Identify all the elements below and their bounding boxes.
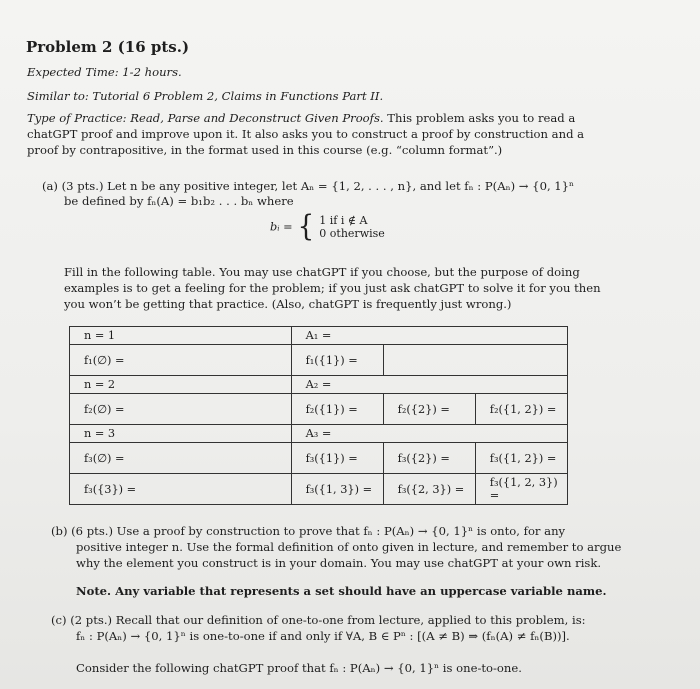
table-cell: f₁({1}) = <box>291 345 383 376</box>
practice-line-3: proof by contrapositive, in the format used in this course (e.g. “column format”.) <box>27 143 503 157</box>
expected-time: Expected Time: 1-2 hours. <box>27 65 182 79</box>
piecewise-case-2: 0 otherwise <box>319 227 385 240</box>
table-row <box>70 425 568 443</box>
table-cell: f₂({1}) = <box>291 394 383 425</box>
table-cell: f₃({2, 3}) = <box>383 474 475 505</box>
table-cell: f₃({1, 3}) = <box>291 474 383 505</box>
table-cell: n = 1 <box>70 327 292 345</box>
part-b-line-3: why the element you construct is in your domain. You may use chatGPT at your own risk. <box>76 556 602 570</box>
brace-symbol: { <box>297 210 315 244</box>
part-b-line-1: (b) (6 pts.) Use a proof by construction to prove that fₙ : P(Aₙ) → {0, 1}ⁿ is onto, for any <box>51 524 566 538</box>
table-cell: f₂({2}) = <box>383 394 475 425</box>
practice-text-1: This problem asks you to read a <box>383 111 576 125</box>
table-row <box>70 474 568 505</box>
table-cell: f₃({1, 2, 3}) = <box>475 474 567 505</box>
part-a-line-2: be defined by fₙ(A) = b₁b₂ . . . bₙ where <box>64 194 294 208</box>
fill-line-3: you won’t be getting that practice. (Also, chatGPT is frequently just wrong.) <box>64 297 512 311</box>
fill-line-1: Fill in the following table. You may use chatGPT if you choose, but the purpose of doing <box>64 265 580 279</box>
table-row <box>70 376 568 394</box>
table-row <box>70 345 568 376</box>
table-cell <box>383 345 567 376</box>
table-row <box>70 443 568 474</box>
table-cell: f₃(∅) = <box>70 443 292 474</box>
piecewise-cases <box>319 214 384 240</box>
table-cell: A₁ = <box>291 327 567 345</box>
practice-label: Type of Practice: Read, Parse and Deconstruct Given Proofs. <box>27 111 384 125</box>
table-cell: f₃({1, 2}) = <box>475 443 567 474</box>
table-cell: A₃ = <box>291 425 567 443</box>
table-row <box>70 394 568 425</box>
table-cell: n = 2 <box>70 376 292 394</box>
part-b-note: Note. Any variable that represents a set should have an uppercase variable name. <box>76 584 607 598</box>
table-row <box>70 327 568 345</box>
table-cell: f₃({3}) = <box>70 474 292 505</box>
table-cell: f₂({1, 2}) = <box>475 394 567 425</box>
part-c-line-2: fₙ : P(Aₙ) → {0, 1}ⁿ is one-to-one if and only if ∀A, B ∈ Pⁿ : [(A ≠ B) ⇒ (fₙ(A) ≠ fₙ(B))]. <box>76 629 570 643</box>
problem-title: Problem 2 (16 pts.) <box>26 38 190 56</box>
piecewise-lhs: bᵢ = <box>270 220 293 234</box>
table-cell: n = 3 <box>70 425 292 443</box>
table-cell: f₃({2}) = <box>383 443 475 474</box>
part-b-line-2: positive integer n. Use the formal definition of onto given in lecture, and remember to argue <box>76 540 622 554</box>
table-cell: A₂ = <box>291 376 567 394</box>
similar-to: Similar to: Tutorial 6 Problem 2, Claims in Functions Part II. <box>27 89 384 103</box>
part-a-line-1: (a) (3 pts.) Let n be any positive integer, let Aₙ = {1, 2, . . . , n}, and let fₙ : P(Aₙ) → {0, 1}ⁿ <box>42 179 575 193</box>
part-c-line-1: (c) (2 pts.) Recall that our definition of one-to-one from lecture, applied to this problem, is: <box>51 613 586 627</box>
fill-in-table <box>69 326 568 505</box>
fill-line-2: examples is to get a feeling for the problem; if you just ask chatGPT to solve it for you then <box>64 281 601 295</box>
table-cell: f₁(∅) = <box>70 345 292 376</box>
table-cell: f₂(∅) = <box>70 394 292 425</box>
piecewise-definition <box>270 210 385 244</box>
practice-line-1 <box>27 110 575 126</box>
piecewise-case-1: 1 if i ∉ A <box>319 214 368 227</box>
practice-line-2: chatGPT proof and improve upon it. It also asks you to construct a proof by construction and a <box>27 127 585 141</box>
table-cell: f₃({1}) = <box>291 443 383 474</box>
part-c-consider: Consider the following chatGPT proof that fₙ : P(Aₙ) → {0, 1}ⁿ is one-to-one. <box>76 661 522 675</box>
